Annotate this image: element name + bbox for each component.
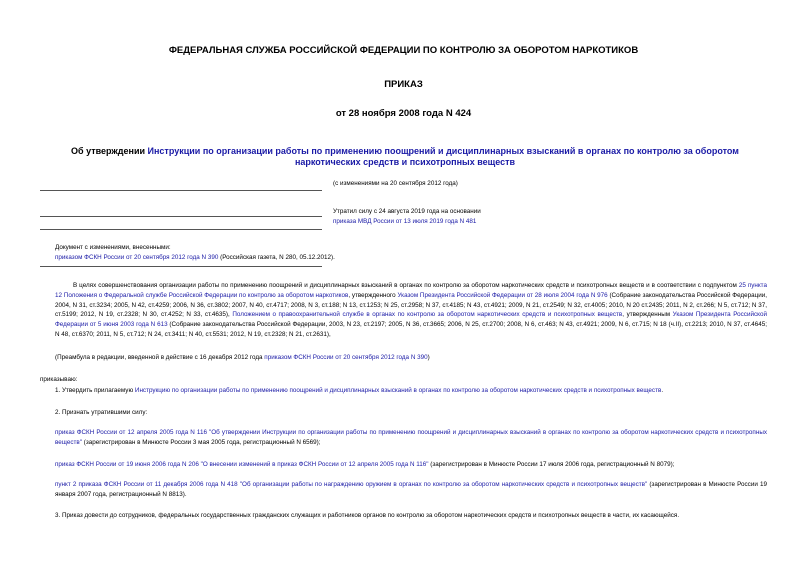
- repeal-2: [55, 460, 767, 470]
- separator-line: [40, 266, 322, 267]
- changes-note: (с изменениями на 20 сентября 2012 года): [333, 180, 458, 187]
- fskn-regulation-link[interactable]: 25 пункта 12 Положения о Федеральной службе Российской Федерации по контролю за оборотом наркотиков: [55, 282, 767, 299]
- preamble-text: (Собрание законодательства Российской Федерации, 2003, N 23, ст.2197; 2005, N 36, ст.3665; 2006, N 25, ст.2700; 2008, N 6, ст.463; N 43, ст.4921; 2009, N 6, ст.715; N 18 (ч.II), ст.2213; 2010, N 37, ст.4645; N 48, ст.6370; 2011, N 5, ст.712; N 24, ст.3411; N 40, ст.5531; 2012, N 19, ст.2328; N 21, ст.2631),: [55, 321, 767, 338]
- item-1: [55, 386, 767, 396]
- orders-word: приказываю:: [40, 376, 78, 383]
- document-title: [40, 146, 770, 168]
- preamble-text: , утвержденного: [348, 291, 398, 299]
- law-enforcement-regulation-link[interactable]: Положением о правоохранительной службе в органах по контролю за оборотом наркотических средств и психотропных веществ: [232, 311, 623, 319]
- separator-line: [40, 216, 322, 217]
- amendments-label: Документ с изменениями, внесенными:: [55, 244, 171, 251]
- repeal-order-116-link[interactable]: приказ ФСКН России от 12 апреля 2005 года N 116 "Об утверждении Инструкции по организации работы по применению поощрений и дисциплинарных взысканий в органах по контролю за оборотом наркотических средств и психотропных веществ": [55, 429, 767, 446]
- repeal-3-text: (зарегистрирован в Минюсте России 19 января 2007 года, регистрационный N 8813).: [55, 481, 767, 498]
- status-line: Утратил силу с 24 августа 2019 года на основании: [333, 208, 481, 215]
- decree-613-link[interactable]: Указом Президента Российской Федерации от 5 июня 2003 года N 613: [55, 311, 767, 329]
- preamble-text: (Собрание законодательства Российской Федерации, 2004, N 31, ст.3234; 2005, N 42, ст.4259; 2006, N 36, ст.3802; 2007, N 40, ст.4717; 2008, N 3, ст.188; N 13, ст.1253; N 25, ст.2958; N 37, ст.4185; N 43, ст.4921; 2009, N 21, ст.2549; N 32, ст.4005; 2010, N 20 ст.2435; 2011, N 2, ст.266; N 5, ст.712; N 37, ст.5199; 2012, N 19, ст.2328; N 30, ст.4252; N 33, ст.4635),: [55, 291, 767, 319]
- preamble-paragraph: [55, 281, 767, 340]
- agency-heading: ФЕДЕРАЛЬНАЯ СЛУЖБА РОССИЙСКОЙ ФЕДЕРАЦИИ ПО КОНТРОЛЮ ЗА ОБОРОТОМ НАРКОТИКОВ: [168, 45, 639, 56]
- status-repeal-link[interactable]: приказа МВД России от 13 июля 2019 года N 481: [333, 217, 477, 225]
- title-instruction-link[interactable]: Инструкции по организации работы по применению поощрений и дисциплинарных взысканий в органах по контролю за оборотом наркотических средств и психотропных веществ: [147, 146, 739, 167]
- repeal-order-206-link[interactable]: приказ ФСКН России от 19 июня 2006 года N 206 "О внесении изменений в приказ ФСКН России от 12 апреля 2005 года N 116": [55, 461, 429, 468]
- repeal-order-418-link[interactable]: пункт 2 приказа ФСКН России от 11 декабря 2006 года N 418 "Об организации работы по награждению оружием в органах по контролю за оборотом наркотических средств и психотропных веществ": [55, 481, 648, 488]
- preamble-text: , утвержденным: [622, 311, 673, 319]
- separator-line: [40, 190, 322, 191]
- title-prefix: Об утверждении: [71, 146, 148, 156]
- item-3: 3. Приказ довести до сотрудников, федеральных государственных гражданских служащих и работников органов по контролю за оборотом наркотических средств и психотропных веществ в части, их касающейся.: [55, 512, 680, 519]
- preamble-note-text: (Преамбула в редакции, введенной в действие с 16 декабря 2012 года: [55, 354, 265, 361]
- amendment-order-link[interactable]: приказом ФСКН России от 20 сентября 2012 года N 390: [55, 253, 219, 261]
- preamble-text: В целях совершенствования организации работы по применению поощрений и дисциплинарных взысканий в органах по контролю за оборотом наркотических средств и психотропных веществ и в соответствии с подпунктом: [73, 282, 739, 289]
- decree-976-link[interactable]: Указом Президента Российской Федерации от 28 июля 2004 года N 976: [397, 291, 608, 299]
- preamble-note: [55, 353, 767, 363]
- instruction-link[interactable]: Инструкцию по организации работы по применению поощрений и дисциплинарных взысканий в органах по контролю за оборотом наркотических средств и психотропных веществ: [134, 387, 662, 394]
- repeal-1: [55, 428, 767, 448]
- status-note: [333, 207, 533, 226]
- repeal-2-text: (зарегистрирован в Минюсте России 17 июля 2006 года, регистрационный N 8079);: [428, 461, 675, 468]
- item-1-text: 1. Утвердить прилагаемую: [55, 387, 135, 394]
- repeal-1-text: (зарегистрирован в Минюсте России 3 мая 2005 года, регистрационный N 6569);: [82, 438, 321, 446]
- separator-line: [40, 229, 322, 230]
- item-2: 2. Признать утратившими силу:: [55, 409, 148, 416]
- preamble-note-end: ): [427, 354, 430, 361]
- repeal-3: [55, 480, 767, 500]
- doc-type-heading: ПРИКАЗ: [384, 79, 423, 90]
- item-1-end: .: [661, 387, 664, 394]
- date-number-heading: от 28 ноября 2008 года N 424: [335, 108, 472, 119]
- amendment-source: (Российская газета, N 280, 05.12.2012).: [218, 253, 335, 261]
- amendments-block: [55, 243, 455, 262]
- preamble-note-link[interactable]: приказом ФСКН России от 20 сентября 2012 года N 390: [264, 354, 428, 361]
